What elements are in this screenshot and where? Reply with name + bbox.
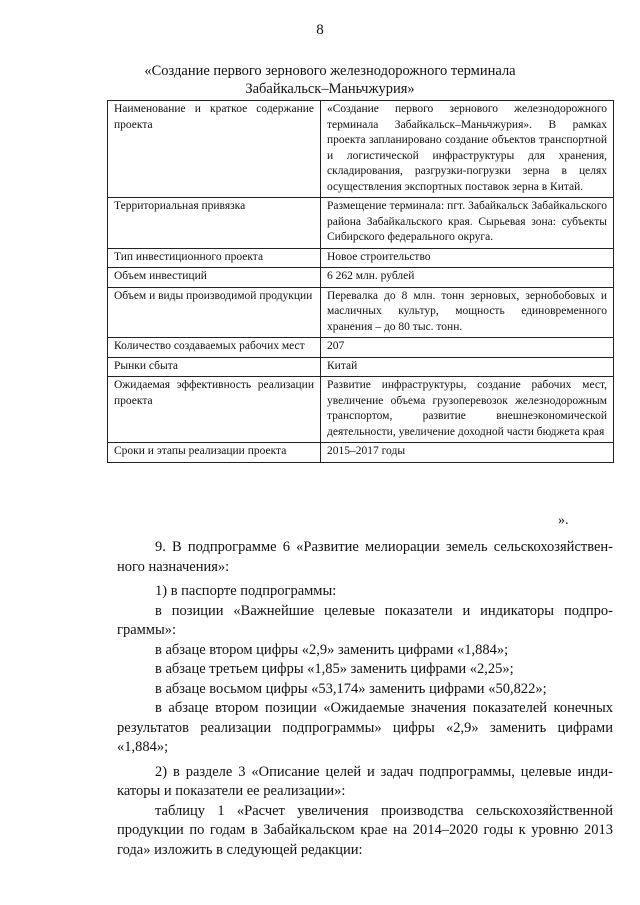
row-label: Тип инвестиционного проекта [108,248,321,268]
row-label: Территориальная привязка [108,198,321,249]
text-line: «1,884»; [117,739,169,755]
table-row [108,338,614,358]
paragraph-section-3 [117,763,613,802]
row-value: 6 262 млн. рублей [321,268,614,288]
paragraph-item [117,641,613,661]
closing-quote-mark: ». [558,513,569,528]
row-value: Китай [321,357,614,377]
table-row [108,377,614,443]
heading-line-2: Забайкальск–Маньчжурия» [245,81,415,97]
heading-line-1: «Создание первого зернового железнодорожного терминала [144,63,516,79]
text-line: 9. В подпрограмме 6 «Развитие мелиорации земель сельскохозяйствен- [155,539,613,555]
table-row [108,268,614,288]
text-line: граммы»: [117,622,177,638]
paragraph-expected-values [117,699,613,758]
row-value: 207 [321,338,614,358]
table-row [108,101,614,198]
text-line: в позиции «Важнейшие целевые показатели и индикаторы подпро- [155,602,613,619]
text-line: в абзаце втором позиции «Ожидаемые значения показателей конечных [155,700,613,716]
row-value: «Создание первого зернового железнодорожного терминала Забайкальск–Маньчжурия». В рамках проекта запланировано создание объектов транспортной и логистической инфраструктуры для хранения, складирования, разгрузки-погрузки зерна в целях осуществления экспортных поставок зерна в Китай. [321,101,614,198]
table-row [108,443,614,463]
row-label: Рынки сбыта [108,357,321,377]
text-line: таблицу 1 «Расчет увеличения производства сельскохозяйственной [155,802,613,819]
paragraph-passport [117,582,613,602]
row-label: Ожидаемая эффективность реализации проекта [108,377,321,443]
text-line: результатов реализации подпрограммы» цифры «2,9» заменить цифрами [117,719,613,736]
text-line: года» изложить в следующей редакции: [117,841,363,858]
page-number: 8 [316,22,324,38]
row-value: Размещение терминала: пгт. Забайкальск Забайкальского района Забайкальского края. Сырьевая зона: субъекты Сибирского федерального округа. [321,198,614,249]
table-row [108,357,614,377]
table-row [108,248,614,268]
text-line: 1) в паспорте подпрограммы: [155,583,337,599]
table-row [108,198,614,249]
table-row [108,287,614,338]
row-value: Перевалка до 8 млн. тонн зерновых, зернобобовых и масличных культур, мощность единовременного хранения – до 80 тыс. тонн. [321,287,614,338]
text-line: ного назначения»: [117,558,230,575]
row-value: Развитие инфраструктуры, создание рабочих мест, увеличение объема грузоперевозок железнодорожным транспортом, развитие внешнеэкономической деятельности, увеличение доходной части бюджета края [321,377,614,443]
text-line: в абзаце третьем цифры «1,85» заменить цифрами «2,25»; [155,661,514,677]
row-label: Объем и виды производимой продукции [108,287,321,338]
row-label: Количество создаваемых рабочих мест [108,338,321,358]
paragraph-table-1 [117,802,613,861]
text-line: продукции по годам в Забайкальском крае на 2014–2020 годы к уровню 2013 [117,822,613,838]
row-value: 2015–2017 годы [321,443,614,463]
row-label: Объем инвестиций [108,268,321,288]
text-line: каторы и показатели ее реализации»: [117,783,346,799]
paragraph-subprogram-6 [117,538,613,577]
project-passport-table [107,100,614,463]
paragraph-item [117,660,613,680]
row-label: Сроки и этапы реализации проекта [108,443,321,463]
amendment-text [117,538,613,860]
text-line: в абзаце втором цифры «2,9» заменить цифрами «1,884»; [155,641,509,658]
project-heading [100,62,560,98]
paragraph-item [117,680,613,700]
text-line: 2) в разделе 3 «Описание целей и задач подпрограммы, целевые инди- [155,763,613,780]
row-value: Новое строительство [321,248,614,268]
text-line: в абзаце восьмом цифры «53,174» заменить цифрами «50,822»; [155,680,547,697]
paragraph-position-indicators [117,602,613,641]
row-label: Наименование и краткое содержание проекта [108,101,321,198]
